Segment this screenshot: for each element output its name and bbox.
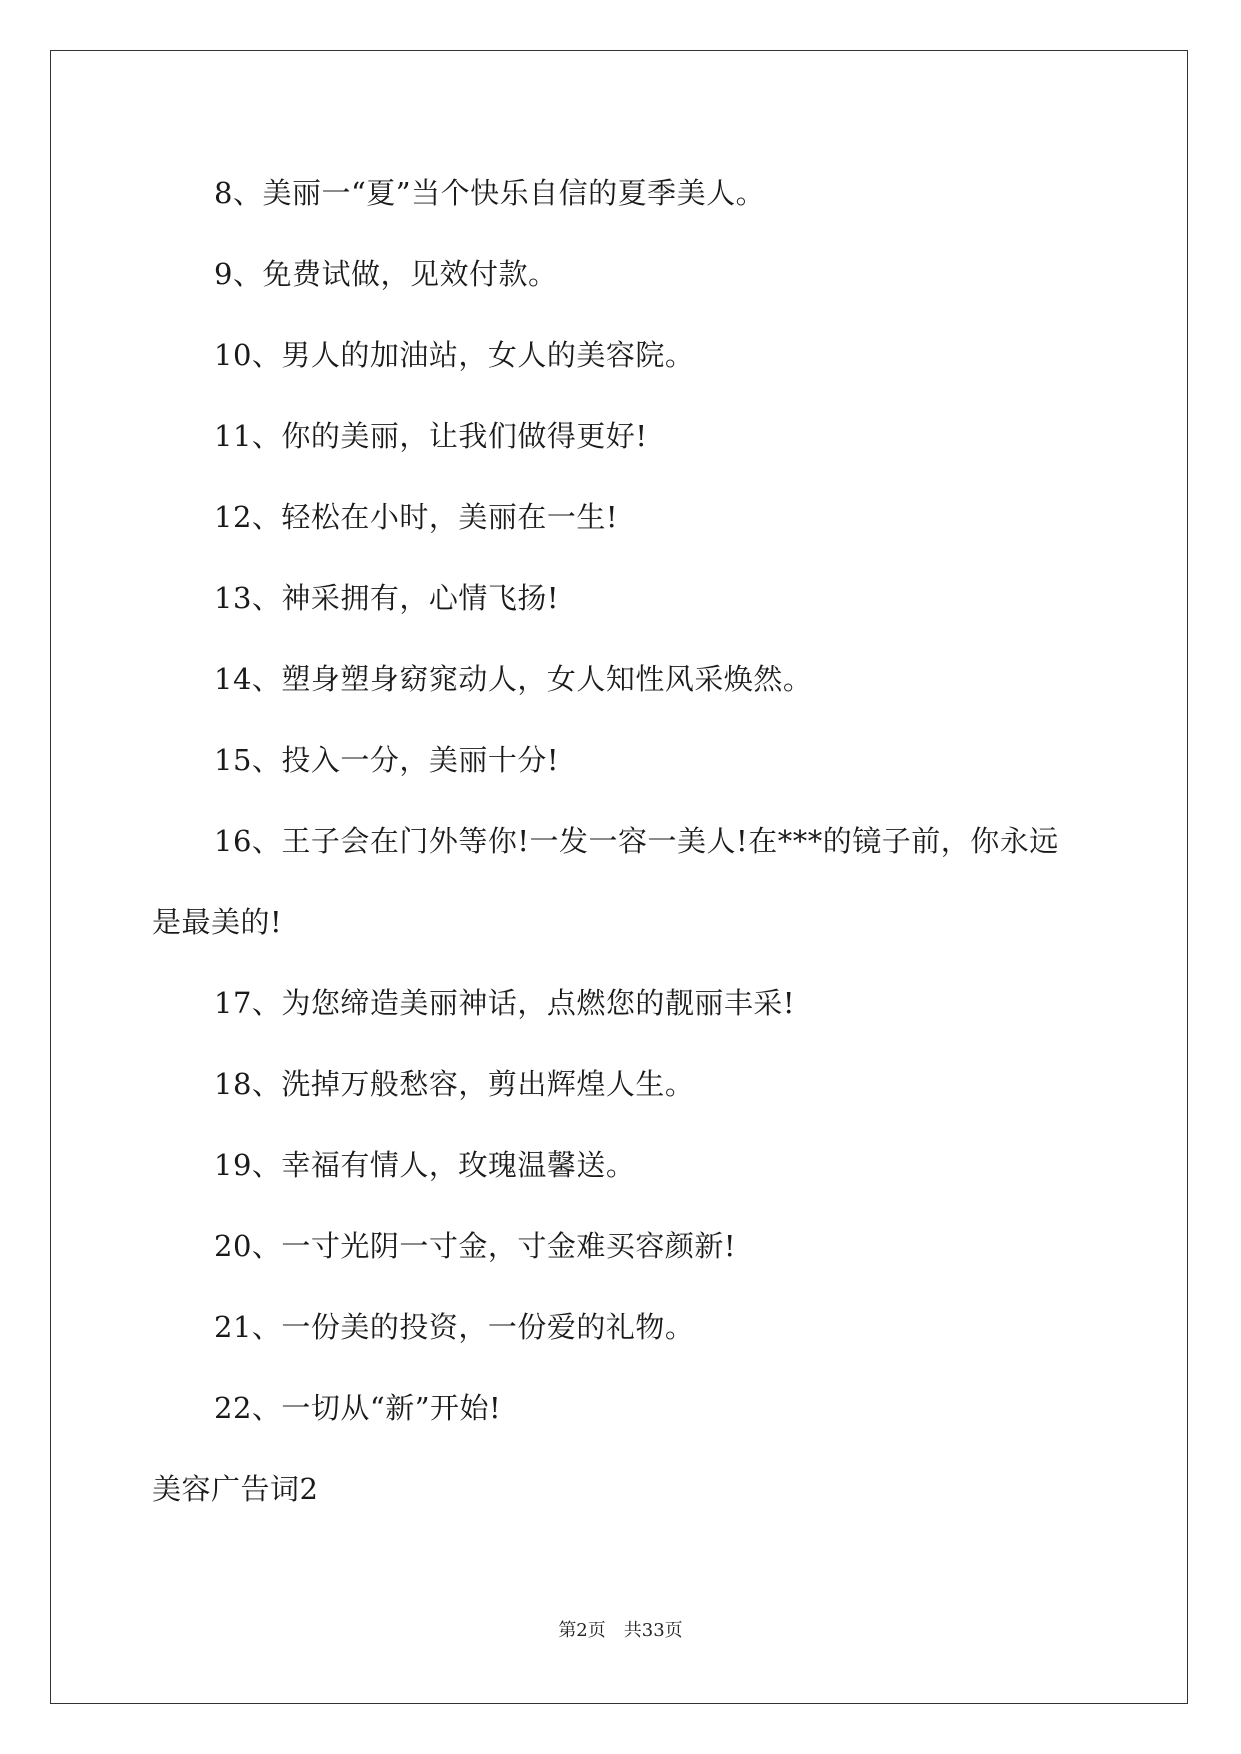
list-item: 19、幸福有情人，玫瑰温馨送。 xyxy=(214,1148,636,1182)
list-item: 22、一切从“新”开始! xyxy=(214,1391,502,1425)
page-total: 共33页 xyxy=(623,1620,683,1641)
list-item: 13、神采拥有，心情飞扬! xyxy=(214,581,560,615)
list-item: 14、塑身塑身窈窕动人，女人知性风采焕然。 xyxy=(214,662,813,696)
section-heading: 美容广告词2 xyxy=(152,1472,319,1506)
page-number: 第2页 xyxy=(558,1620,606,1641)
list-item-continuation: 是最美的! xyxy=(152,905,283,939)
list-item: 21、一份美的投资，一份爱的礼物。 xyxy=(214,1310,695,1344)
list-item: 18、洗掉万般愁容，剪出辉煌人生。 xyxy=(214,1067,695,1101)
list-item: 17、为您缔造美丽神话，点燃您的靓丽丰采! xyxy=(214,986,796,1020)
page-footer xyxy=(0,1619,1241,1643)
list-item: 11、你的美丽，让我们做得更好! xyxy=(214,419,648,453)
list-item: 9、免费试做，见效付款。 xyxy=(214,257,558,291)
list-item: 8、美丽一“夏”当个快乐自信的夏季美人。 xyxy=(214,176,766,210)
list-item: 16、王子会在门外等你!一发一容一美人!在***的镜子前，你永远 xyxy=(214,824,1059,858)
page-border xyxy=(50,50,1188,1704)
list-item: 15、投入一分，美丽十分! xyxy=(214,743,560,777)
list-item: 10、男人的加油站，女人的美容院。 xyxy=(214,338,695,372)
list-item: 20、一寸光阴一寸金，寸金难买容颜新! xyxy=(214,1229,737,1263)
list-item: 12、轻松在小时，美丽在一生! xyxy=(214,500,619,534)
